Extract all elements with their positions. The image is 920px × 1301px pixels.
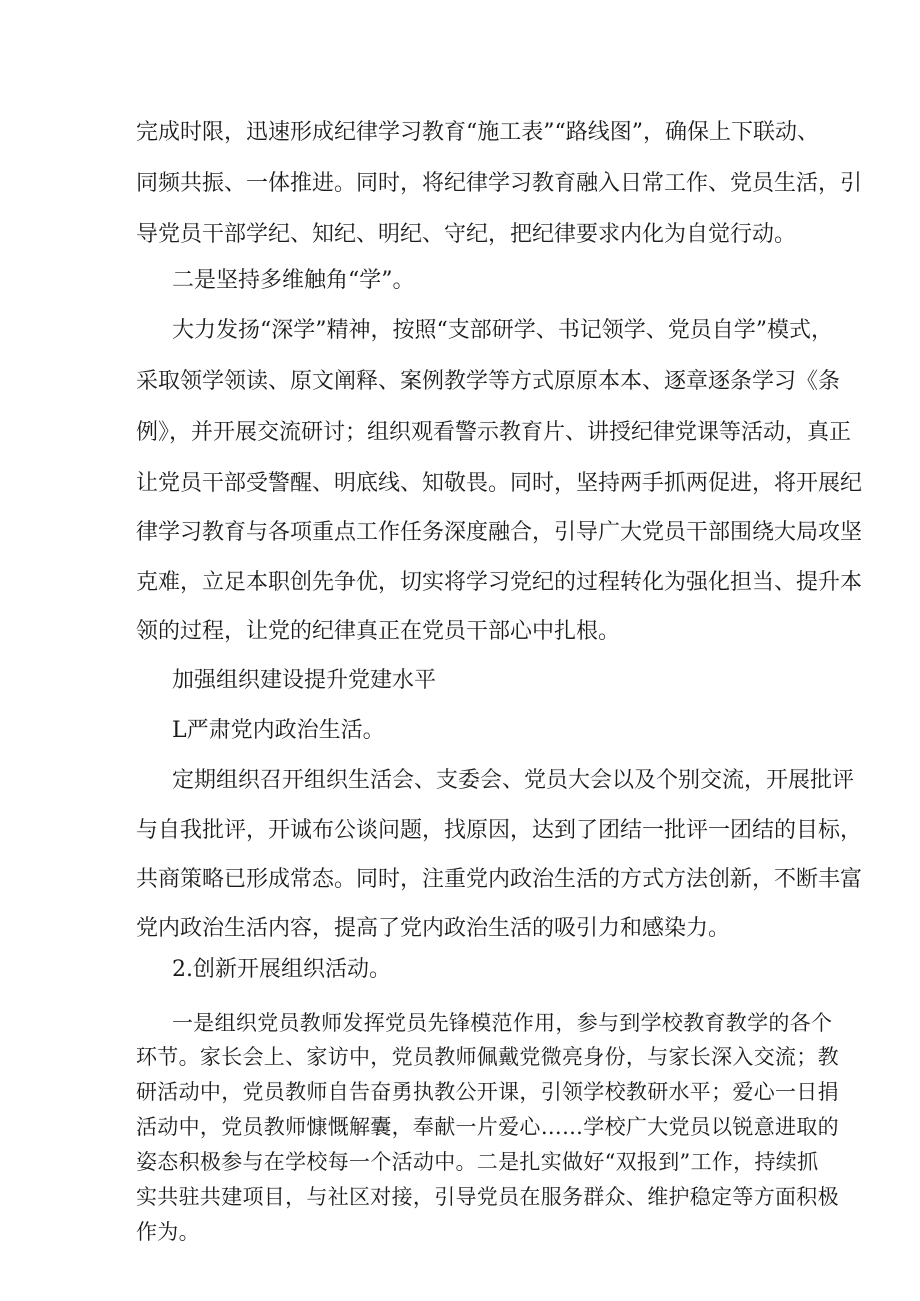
text-line: 作为。: [136, 1220, 200, 1244]
text-line: 活动中，党员教师慷慨解囊，奉献一片爱心……学校广大党员以锐意进取的: [136, 1115, 839, 1139]
section-heading: 二是坚持多维触角“学”。: [172, 268, 415, 293]
text-line: 一是组织党员教师发挥党员先锋模范作用，参与到学校教育教学的各个: [172, 1011, 833, 1035]
text-line: 共商策略已形成常态。同时，注重党内政治生活的方式方法创新，不断丰富: [136, 867, 863, 892]
text-line: 例》，并开展交流研讨；组织观看警示教育片、讲授纪律党课等活动，真正: [136, 420, 852, 445]
section-heading: 加强组织建设提升党建水平: [172, 668, 437, 693]
text-line: 党内政治生活内容，提高了党内政治生活的吸引力和感染力。: [136, 916, 731, 941]
text-line: 姿态积极参与在学校每一个活动中。二是扎实做好“双报到”工作，持续抓: [136, 1150, 819, 1174]
text-line: 定期组织召开组织生活会、支委会、党员大会以及个别交流，开展批评: [172, 768, 855, 793]
text-line: 让党员干部受警醒、明底线、知敬畏。同时，坚持两手抓两促进，将开展纪: [136, 471, 863, 496]
text-line: 同频共振、一体推进。同时，将纪律学习教育融入日常工作、党员生活，引: [136, 171, 863, 196]
text-line: 环节。家长会上、家访中，党员教师佩戴党微亮身份，与家长深入交流；教: [136, 1045, 839, 1069]
text-line: 领的过程，让党的纪律真正在党员干部心中扎根。: [136, 619, 621, 644]
text-line: 律学习教育与各项重点工作任务深度融合，引导广大党员干部围绕大局攻坚: [136, 520, 863, 545]
text-line: 完成时限，迅速形成纪律学习教育“施工表”“路线图”，确保上下联动、: [136, 120, 819, 145]
text-line: 与自我批评，开诚布公谈问题，找原因，达到了团结一批评一团结的目标，: [136, 818, 863, 843]
text-line: 研活动中，党员教师自告奋勇执教公开课，引领学校教研水平；爱心一日捐: [136, 1080, 839, 1104]
subsection-heading: 2.创新开展组织活动。: [172, 957, 391, 982]
text-line: 大力发扬“深学”精神，按照“支部研学、书记领学、党员自学”模式，: [172, 318, 833, 343]
text-line: 克难，立足本职创先争优，切实将学习党纪的过程转化为强化担当、提升本: [136, 570, 863, 595]
text-line: 导党员干部学纪、知纪、明纪、守纪，把纪律要求内化为自觉行动。: [136, 222, 797, 247]
text-line: 实共驻共建项目，与社区对接，引导党员在服务群众、维护稳定等方面积极: [136, 1185, 839, 1209]
subsection-heading: L严肃党内政治生活。: [172, 718, 385, 743]
text-line: 采取领学领读、原文阐释、案例教学等方式原原本本、逐章逐条学习《条: [136, 369, 841, 394]
